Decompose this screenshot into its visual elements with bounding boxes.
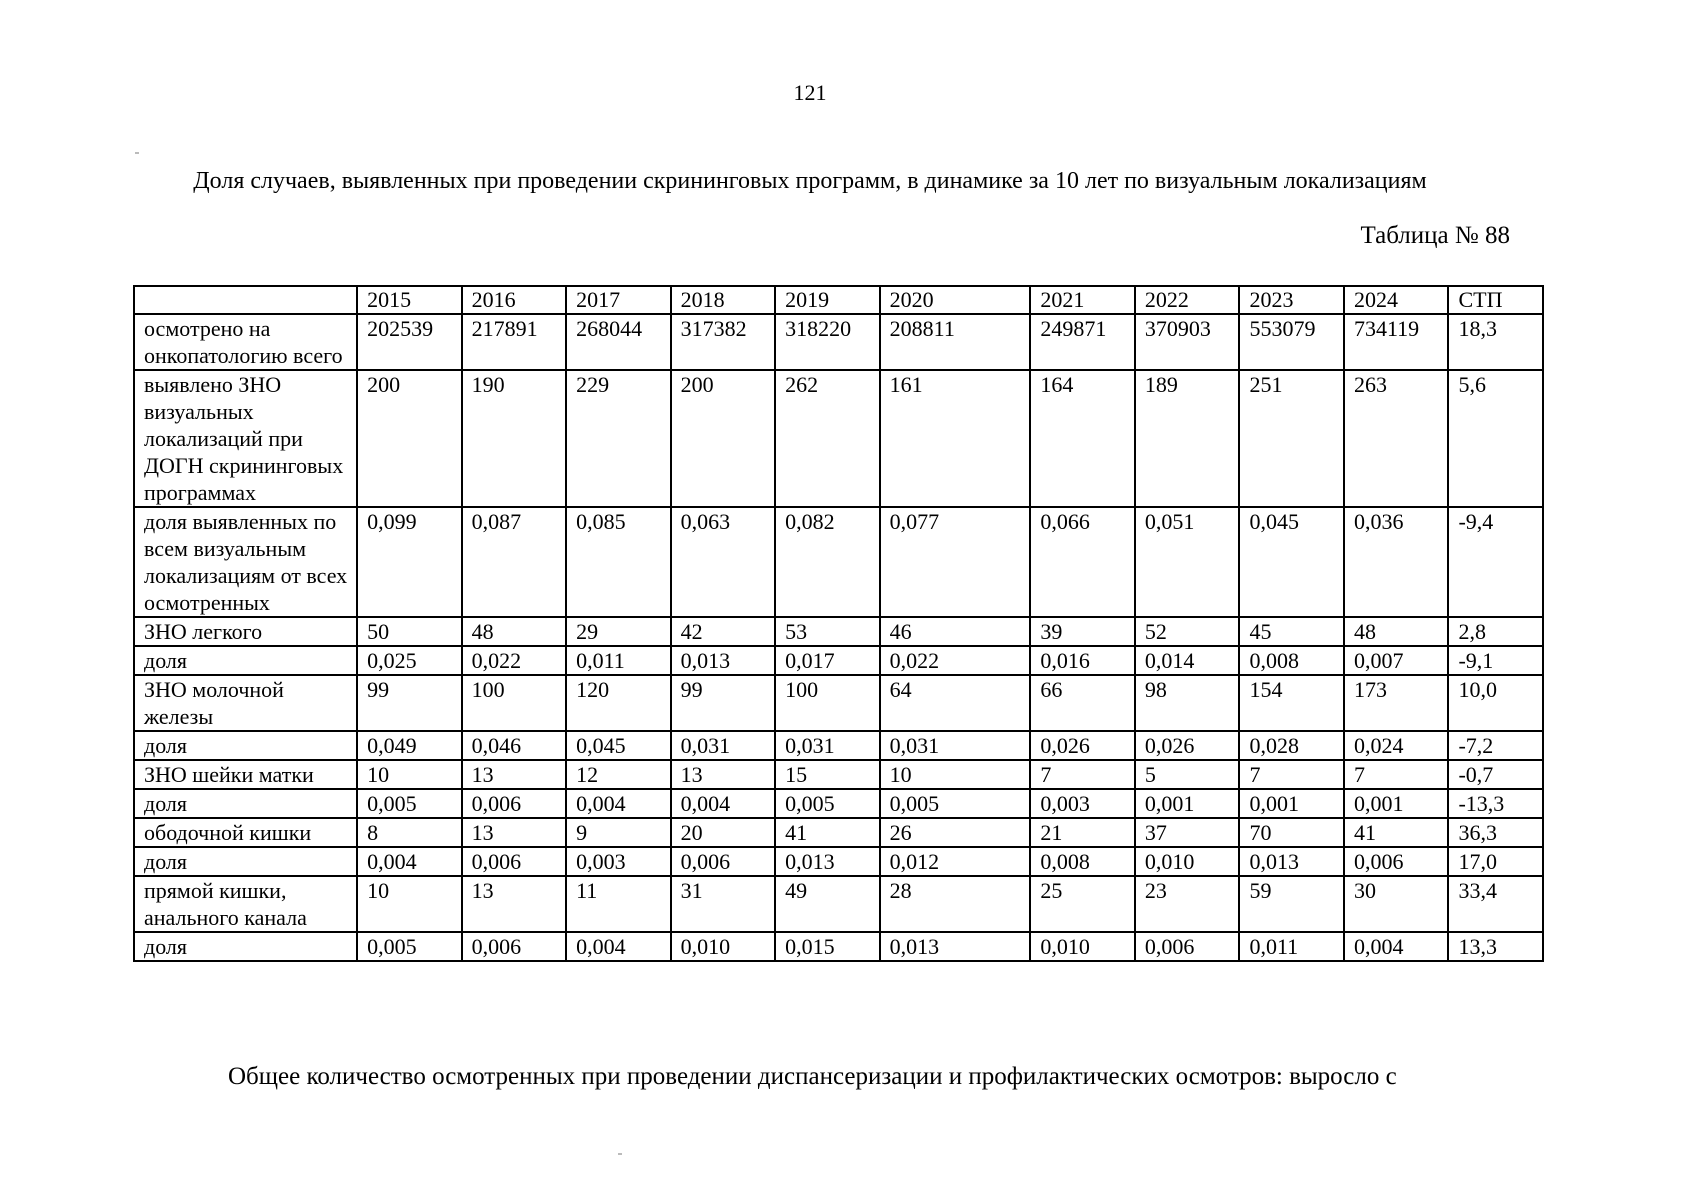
table-cell: 0,001 xyxy=(1239,789,1344,818)
table-cell: 0,006 xyxy=(462,932,567,961)
table-row xyxy=(134,789,1543,818)
table-cell: 0,004 xyxy=(671,789,776,818)
table-cell: 0,012 xyxy=(880,847,1031,876)
table-cell: -9,1 xyxy=(1448,646,1543,675)
header-row xyxy=(134,286,1543,314)
table-cell: 0,026 xyxy=(1030,731,1135,760)
row-label: выявлено ЗНО визуальных локализаций при ДОГН скрининговых программах xyxy=(134,370,357,507)
table-cell: 0,017 xyxy=(775,646,880,675)
table-cell: 0,036 xyxy=(1344,507,1449,617)
table-cell: 49 xyxy=(775,876,880,932)
table-cell: 36,3 xyxy=(1448,818,1543,847)
table-cell: 45 xyxy=(1239,617,1344,646)
table-cell: 10 xyxy=(357,760,462,789)
table-cell: 0,006 xyxy=(1135,932,1240,961)
table-cell: 52 xyxy=(1135,617,1240,646)
table-cell: 59 xyxy=(1239,876,1344,932)
table-cell: 41 xyxy=(775,818,880,847)
table-cell: 70 xyxy=(1239,818,1344,847)
table-row xyxy=(134,932,1543,961)
table-cell: 0,001 xyxy=(1135,789,1240,818)
table-cell: 0,013 xyxy=(671,646,776,675)
table-cell: 99 xyxy=(357,675,462,731)
table-cell: 120 xyxy=(566,675,671,731)
table-cell: 200 xyxy=(357,370,462,507)
table-cell: 0,013 xyxy=(880,932,1031,961)
table-cell: 0,022 xyxy=(462,646,567,675)
table-body xyxy=(134,314,1543,961)
header-cell: 2023 xyxy=(1239,286,1344,314)
table-cell: 262 xyxy=(775,370,880,507)
table-number: Таблица № 88 xyxy=(1360,222,1510,249)
table-cell: 251 xyxy=(1239,370,1344,507)
table-cell: 0,066 xyxy=(1030,507,1135,617)
table-cell: 0,005 xyxy=(880,789,1031,818)
table-cell: 48 xyxy=(462,617,567,646)
table-cell: 98 xyxy=(1135,675,1240,731)
table-cell: 200 xyxy=(671,370,776,507)
table-cell: 0,006 xyxy=(671,847,776,876)
table-cell: 46 xyxy=(880,617,1031,646)
table-row xyxy=(134,876,1543,932)
table-cell: 0,022 xyxy=(880,646,1031,675)
table-cell: 161 xyxy=(880,370,1031,507)
header-cell xyxy=(134,286,357,314)
table-cell: 0,006 xyxy=(462,789,567,818)
table-row xyxy=(134,760,1543,789)
table-cell: 0,011 xyxy=(1239,932,1344,961)
table-cell: 0,051 xyxy=(1135,507,1240,617)
table-cell: 318220 xyxy=(775,314,880,370)
table-cell: 734119 xyxy=(1344,314,1449,370)
table-cell: 0,007 xyxy=(1344,646,1449,675)
table-cell: 0,008 xyxy=(1030,847,1135,876)
table-cell: 0,045 xyxy=(566,731,671,760)
table-cell: 100 xyxy=(462,675,567,731)
scan-artifact xyxy=(135,152,139,154)
table-cell: 0,077 xyxy=(880,507,1031,617)
table-cell: 0,004 xyxy=(1344,932,1449,961)
table-cell: 29 xyxy=(566,617,671,646)
table-cell: 0,004 xyxy=(566,789,671,818)
header-cell: 2015 xyxy=(357,286,462,314)
scan-artifact xyxy=(618,1153,622,1155)
table-cell: 0,005 xyxy=(775,789,880,818)
table-cell: 0,003 xyxy=(566,847,671,876)
table-cell: 249871 xyxy=(1030,314,1135,370)
table-cell: 0,028 xyxy=(1239,731,1344,760)
table-cell: 0,026 xyxy=(1135,731,1240,760)
table-cell: 100 xyxy=(775,675,880,731)
table-cell: 0,031 xyxy=(775,731,880,760)
table-cell: 0,063 xyxy=(671,507,776,617)
table-cell: 37 xyxy=(1135,818,1240,847)
table-cell: 39 xyxy=(1030,617,1135,646)
row-label: ЗНО легкого xyxy=(134,617,357,646)
table-cell: 217891 xyxy=(462,314,567,370)
table-cell: 189 xyxy=(1135,370,1240,507)
header-cell: 2020 xyxy=(880,286,1031,314)
table-cell: 21 xyxy=(1030,818,1135,847)
table-cell: -13,3 xyxy=(1448,789,1543,818)
table-cell: 0,045 xyxy=(1239,507,1344,617)
table-cell: 0,010 xyxy=(671,932,776,961)
table-cell: 48 xyxy=(1344,617,1449,646)
table-cell: -9,4 xyxy=(1448,507,1543,617)
table-cell: 23 xyxy=(1135,876,1240,932)
table-cell: 173 xyxy=(1344,675,1449,731)
table-cell: 5 xyxy=(1135,760,1240,789)
table-row xyxy=(134,675,1543,731)
table-cell: 317382 xyxy=(671,314,776,370)
table-cell: 15 xyxy=(775,760,880,789)
table-cell: 0,006 xyxy=(462,847,567,876)
table-cell: 7 xyxy=(1239,760,1344,789)
table-cell: 0,010 xyxy=(1030,932,1135,961)
table-cell: 164 xyxy=(1030,370,1135,507)
table-cell: 0,024 xyxy=(1344,731,1449,760)
table-cell: 0,013 xyxy=(1239,847,1344,876)
table-cell: 0,004 xyxy=(566,932,671,961)
row-label: ЗНО молочной железы xyxy=(134,675,357,731)
table-cell: 26 xyxy=(880,818,1031,847)
table-row xyxy=(134,314,1543,370)
header-cell: 2021 xyxy=(1030,286,1135,314)
table-cell: 0,046 xyxy=(462,731,567,760)
table-row xyxy=(134,847,1543,876)
table-cell: 5,6 xyxy=(1448,370,1543,507)
row-label: осмотрено на онкопатологию всего xyxy=(134,314,357,370)
table-cell: 0,011 xyxy=(566,646,671,675)
table-cell: 8 xyxy=(357,818,462,847)
table-cell: 0,087 xyxy=(462,507,567,617)
table-cell: 208811 xyxy=(880,314,1031,370)
table-cell: 0,085 xyxy=(566,507,671,617)
table-cell: 10 xyxy=(357,876,462,932)
row-label: ЗНО шейки матки xyxy=(134,760,357,789)
table-cell: 190 xyxy=(462,370,567,507)
table-cell: 10 xyxy=(880,760,1031,789)
row-label: доля xyxy=(134,646,357,675)
table-row xyxy=(134,818,1543,847)
header-cell: 2024 xyxy=(1344,286,1449,314)
table-cell: 0,016 xyxy=(1030,646,1135,675)
table-cell: 42 xyxy=(671,617,776,646)
table-cell: 0,008 xyxy=(1239,646,1344,675)
header-cell: 2018 xyxy=(671,286,776,314)
table-cell: 11 xyxy=(566,876,671,932)
row-label: доля xyxy=(134,847,357,876)
table-cell: 0,013 xyxy=(775,847,880,876)
page-number: 121 xyxy=(793,80,827,105)
table-cell: 0,005 xyxy=(357,932,462,961)
table-row xyxy=(134,617,1543,646)
table-cell: 0,005 xyxy=(357,789,462,818)
header-cell: 2019 xyxy=(775,286,880,314)
table-row xyxy=(134,731,1543,760)
row-label: доля xyxy=(134,932,357,961)
table-cell: 30 xyxy=(1344,876,1449,932)
table-cell: 33,4 xyxy=(1448,876,1543,932)
table-cell: 12 xyxy=(566,760,671,789)
table-cell: 0,082 xyxy=(775,507,880,617)
table-cell: 99 xyxy=(671,675,776,731)
row-label: прямой кишки, анального канала xyxy=(134,876,357,932)
table-cell: -0,7 xyxy=(1448,760,1543,789)
table-cell: 0,031 xyxy=(880,731,1031,760)
table-cell: 0,001 xyxy=(1344,789,1449,818)
table-cell: 7 xyxy=(1030,760,1135,789)
table-cell: 13 xyxy=(462,760,567,789)
table-cell: 41 xyxy=(1344,818,1449,847)
table-cell: 20 xyxy=(671,818,776,847)
table-cell: 17,0 xyxy=(1448,847,1543,876)
row-label: доля выявленных по всем визуальным локализациям от всех осмотренных xyxy=(134,507,357,617)
table-cell: 0,006 xyxy=(1344,847,1449,876)
table-cell: 9 xyxy=(566,818,671,847)
table-cell: 7 xyxy=(1344,760,1449,789)
table-cell: 0,099 xyxy=(357,507,462,617)
table-cell: 13,3 xyxy=(1448,932,1543,961)
data-table xyxy=(133,285,1544,962)
table-cell: 0,004 xyxy=(357,847,462,876)
header-cell: 2017 xyxy=(566,286,671,314)
table-cell: 0,003 xyxy=(1030,789,1135,818)
table-cell: 13 xyxy=(671,760,776,789)
table-cell: 0,049 xyxy=(357,731,462,760)
table-cell: 13 xyxy=(462,876,567,932)
table-cell: 2,8 xyxy=(1448,617,1543,646)
table-cell: 263 xyxy=(1344,370,1449,507)
table-cell: 10,0 xyxy=(1448,675,1543,731)
table-cell: 229 xyxy=(566,370,671,507)
table-cell: 25 xyxy=(1030,876,1135,932)
table-cell: 53 xyxy=(775,617,880,646)
footer-text: Общее количество осмотренных при проведении диспансеризации и профилактических осмотров: выросло с xyxy=(228,1063,1397,1090)
table-cell: 0,025 xyxy=(357,646,462,675)
table-title: Доля случаев, выявленных при проведении скрининговых программ, в динамике за 10 лет по визуальным локализациям xyxy=(193,168,1427,194)
table-row xyxy=(134,370,1543,507)
table-cell: 13 xyxy=(462,818,567,847)
row-label: доля xyxy=(134,789,357,818)
table-cell: 154 xyxy=(1239,675,1344,731)
table-cell: 31 xyxy=(671,876,776,932)
table-cell: 0,031 xyxy=(671,731,776,760)
header-cell: 2016 xyxy=(462,286,567,314)
header-cell: СТП xyxy=(1448,286,1543,314)
table-cell: 0,010 xyxy=(1135,847,1240,876)
table-cell: 0,014 xyxy=(1135,646,1240,675)
table-row xyxy=(134,646,1543,675)
header-cell: 2022 xyxy=(1135,286,1240,314)
table-cell: 370903 xyxy=(1135,314,1240,370)
table-cell: 66 xyxy=(1030,675,1135,731)
table-cell: -7,2 xyxy=(1448,731,1543,760)
table-cell: 202539 xyxy=(357,314,462,370)
row-label: доля xyxy=(134,731,357,760)
table-cell: 268044 xyxy=(566,314,671,370)
table-row xyxy=(134,507,1543,617)
table-cell: 18,3 xyxy=(1448,314,1543,370)
table-cell: 50 xyxy=(357,617,462,646)
table-cell: 28 xyxy=(880,876,1031,932)
table-cell: 64 xyxy=(880,675,1031,731)
table-cell: 0,015 xyxy=(775,932,880,961)
row-label: ободочной кишки xyxy=(134,818,357,847)
table-cell: 553079 xyxy=(1239,314,1344,370)
